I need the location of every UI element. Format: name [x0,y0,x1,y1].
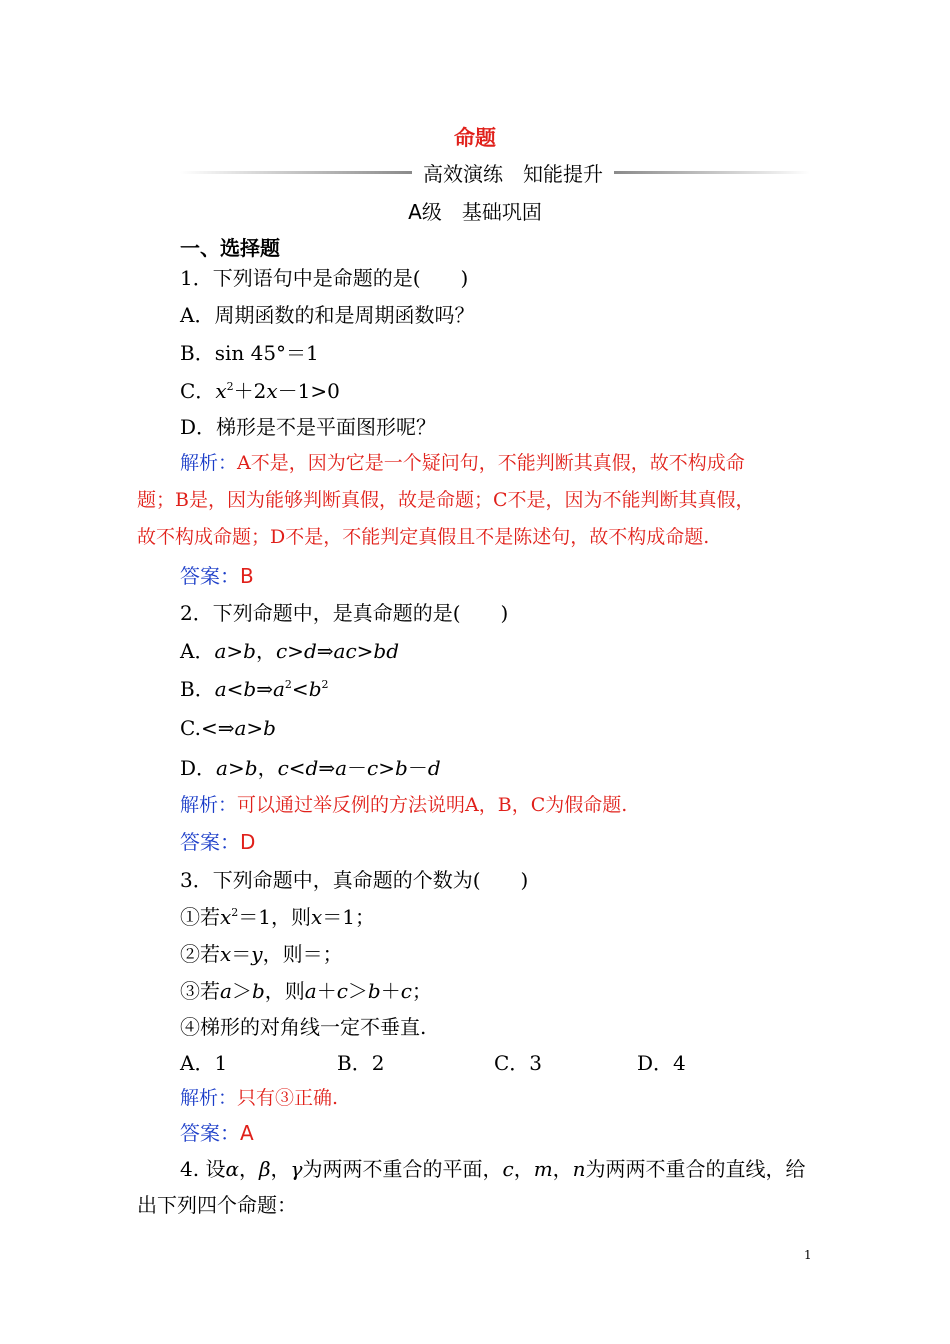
q3-analysis [180,1084,338,1112]
q1-analysis [137,445,815,556]
level-heading: A级 基础巩固 [408,200,542,224]
banner-rule-left [180,171,412,174]
q1-option-d: D．梯形是不是平面图形呢？ [180,415,437,439]
q3-answer-head: 答案： [180,1121,240,1145]
q2-answer-value: D [240,830,256,854]
q1-analysis-line2: 题；B是，因为能够判断真假，故是命题；C不是，因为不能判断其真假， [137,489,755,511]
q3-item-4: ④梯形的对角线一定不垂直. [180,1015,427,1039]
banner-rule-right [614,171,810,174]
q3-answer [180,1119,254,1147]
q1-option-a: A．周期函数的和是周期函数吗？ [180,303,475,327]
q3-stem: 3．下列命题中，真命题的个数为( ) [180,868,529,892]
page-number: 1 [804,1248,812,1262]
q1-option-c: C．$x^2+2x-1>0$ [180,379,340,403]
q3-analysis-head: 解析： [180,1087,238,1109]
q2-option-a: A．a>b，c>d⇒ac>bd [180,639,400,663]
q3-analysis-text: 只有③正确. [237,1087,339,1109]
q3-item-3: ③若a＞b，则a＋c＞b＋c； [180,979,432,1003]
q3-option-b: B．2 [337,1051,385,1075]
q2-analysis-head: 解析： [180,794,238,816]
section-banner [180,158,810,186]
q4-line-2: 出下列四个命题： [137,1193,297,1217]
q4-stem [137,1151,817,1223]
q2-analysis [180,791,627,819]
q3-option-d: D．4 [637,1051,686,1075]
page-title: 命题 [454,126,496,150]
q1-analysis-line3: 故不构成命题；D不是，不能判定真假且不是陈述句，故不构成命题. [137,526,710,548]
section-heading: 一、选择题 [180,236,280,260]
banner-text: 高效演练 知能提升 [423,162,603,186]
q2-analysis-text: 可以通过举反例的方法说明A，B，C为假命题. [237,794,628,816]
q1-answer-head: 答案： [180,564,240,588]
q3-option-a: A．1 [180,1051,228,1075]
q2-option-c: C.<⇒a>b [180,716,276,740]
q1-option-b: B．sin 45°＝1 [180,341,319,365]
q1-option-c-label: C． [180,379,216,403]
q2-stem: 2．下列命题中，是真命题的是( ) [180,601,509,625]
q3-option-c: C．3 [494,1051,543,1075]
q3-item-2: ②若x＝y，则＝； [180,942,343,966]
q2-answer-head: 答案： [180,830,240,854]
q1-analysis-line1: A不是，因为它是一个疑问句，不能判断其真假，故不构成命 [237,452,745,474]
q4-line-1: 4. 设α，β，γ为两两不重合的平面，c，m，n为两两不重合的直线，给 [180,1157,806,1181]
q2-option-d: D．a>b，c<d⇒a－c>b－d [180,756,441,780]
q3-item-1: ①若$x^2=1$，则x＝1； [180,905,376,929]
q1-answer-value: B [240,564,254,588]
q3-answer-value: A [240,1121,254,1145]
q2-answer [180,828,255,856]
q1-stem: 1．下列语句中是命题的是( ) [180,266,469,290]
q2-option-b: B．$a<b\Rightarrow a^2<b^2$ [180,677,329,701]
q1-analysis-head: 解析： [180,452,238,474]
q1-answer [180,562,254,590]
